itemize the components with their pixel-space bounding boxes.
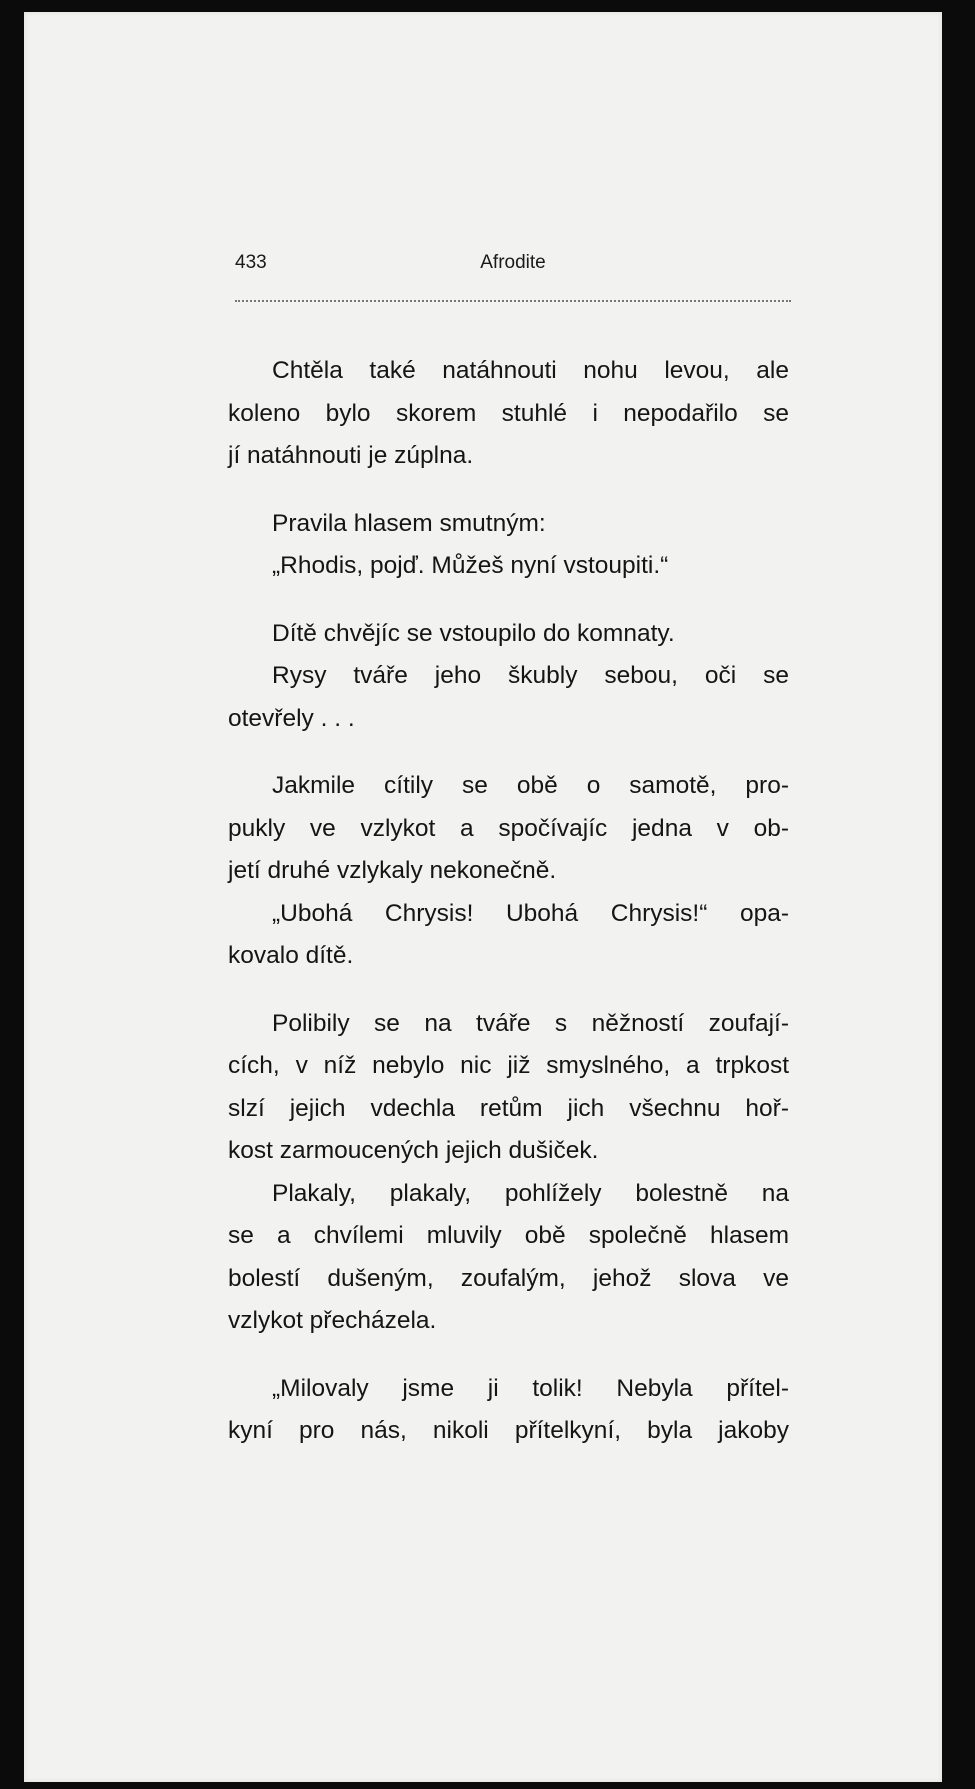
text-line: Pravila hlasem smutným: <box>272 509 546 537</box>
text-line: bolestí dušeným, zoufalým, jehož slova ve <box>228 1264 789 1292</box>
text-line: jetí druhé vzlykaly nekonečně. <box>228 857 557 884</box>
text-line: Chtěla také natáhnouti nohu levou, ale <box>272 357 789 384</box>
text-line: otevřely . . . <box>228 704 355 732</box>
header-divider <box>235 300 791 302</box>
text-line: kovalo dítě. <box>228 942 354 969</box>
text-line: „Rhodis, pojď. Můžeš nyní vstoupiti.“ <box>272 552 669 579</box>
text-line: „Ubohá Chrysis! Ubohá Chrysis!“ opa- <box>272 899 789 927</box>
text-line: kost zarmoucených jejich dušiček. <box>228 1137 599 1164</box>
text-line: „Milovaly jsme ji tolik! Nebyla přítel- <box>272 1374 789 1402</box>
text-line: cích, v níž nebylo nic již smyslného, a trpkost <box>228 1052 789 1079</box>
page-number: 433 <box>235 252 267 273</box>
text-line: Jakmile cítily se obě o samotě, pro- <box>272 772 789 799</box>
text-line: Polibily se na tváře s něžností zoufají- <box>272 1009 789 1037</box>
text-line: slzí jejich vdechla retům jich všechnu hoř- <box>228 1094 789 1122</box>
text-line: koleno bylo skorem stuhlé i nepodařilo se <box>228 399 789 427</box>
text-line: pukly ve vzlykot a spočívajíc jedna v ob- <box>228 814 789 842</box>
text-line: kyní pro nás, nikoli přítelkyní, byla jakoby <box>228 1417 789 1444</box>
body-text <box>228 350 789 1453</box>
text-line: se a chvílemi mluvily obě společně hlasem <box>228 1222 789 1249</box>
running-title: Afrodite <box>480 252 546 273</box>
text-line: Dítě chvějíc se vstoupilo do komnaty. <box>272 619 675 647</box>
running-header <box>235 252 791 282</box>
text-line: Rysy tváře jeho škubly sebou, oči se <box>272 662 789 689</box>
text-line: Plakaly, plakaly, pohlížely bolestně na <box>272 1179 789 1207</box>
text-line: vzlykot přecházela. <box>228 1307 437 1334</box>
text-line: jí natáhnouti je zúplna. <box>228 442 474 469</box>
